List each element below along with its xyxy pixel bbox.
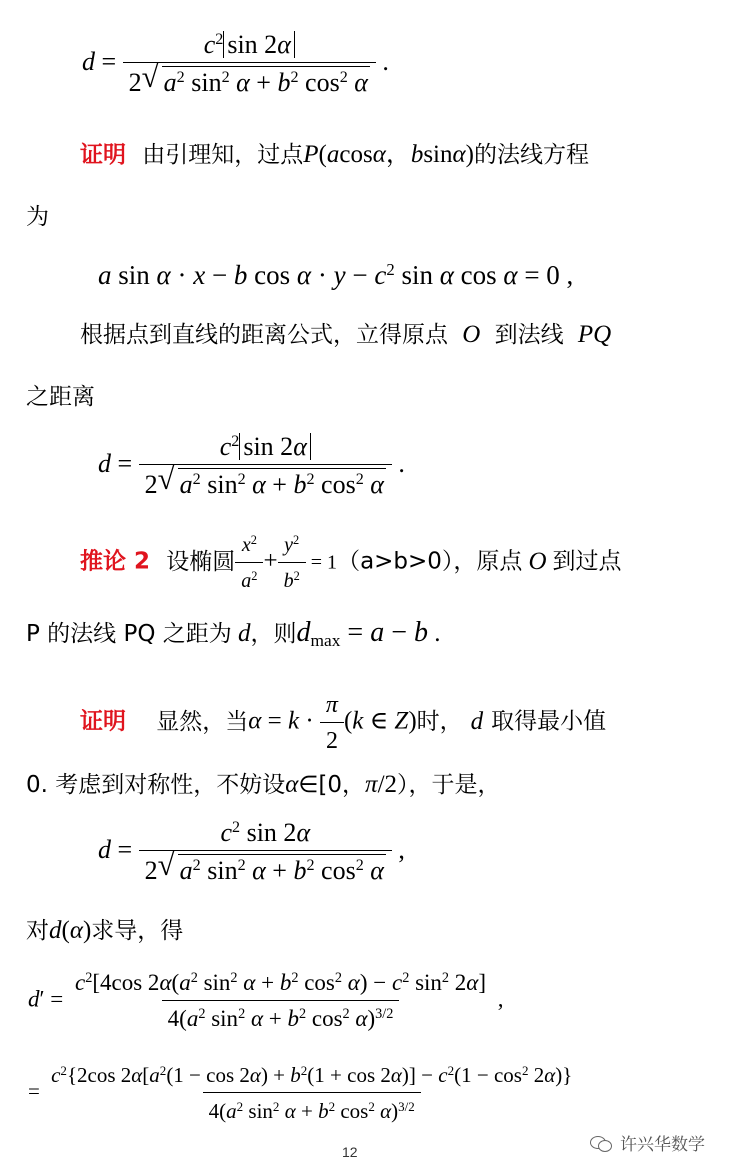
corollary-label: 推论 2 (80, 548, 151, 575)
derivative-formula-1: d′ = $\frac{c^2[4\cos 2\alpha(a^2 \sin^2 \alpha + b^2 \cos^2 \alpha) - c^2 \sin^2 2\alpha]}{4(a^2 \sin^2 \alpha + b^2 \cos^2 \alpha)^{3/2}}$ , (28, 968, 504, 1034)
distance-paragraph: 根据点到直线的距离公式，立得原点 O 到法线 PQ (80, 321, 612, 348)
derivative-intro: 对d(α)求导，得 (26, 917, 184, 944)
normal-line-equation: a sin α · x − b $\cos \alpha \cdot y - c^2$ sin α cos α = 0 , (98, 259, 574, 290)
watermark-text: 许兴华数学 (620, 1135, 705, 1155)
formula-d-2: d = $c^2$ sin 2α 2 √ $a^2$ $\sin^2 \alpha + b^2$ $\cos^2 \alpha$ . (98, 432, 405, 499)
wechat-icon (590, 1134, 614, 1152)
formula-d-3: d = $c^2$ sin 2α 2 √ $a^2$ $\sin^2 \alpha + b^2$ $\cos^2 \alpha$ , (98, 818, 405, 885)
proof-paragraph-1: 证明 由引理知，过点P(acosα，bsinα)的法线方程 (80, 141, 589, 168)
watermark (590, 1130, 705, 1155)
corollary-2-line2: P 的法线 PQ 之距为 d，则$d_{max} = a - b$ . (26, 617, 441, 651)
distance-paragraph-wrap: 之距离 (26, 384, 95, 410)
derivative-formula-2: = $c^2\{2\cos$ $2\alpha[a^2(1 - \cos 2\alpha) + b^2(1 + \cos 2\alpha)] - c^2(1 - \cos^2 2\alpha)$} $4(a^2$ $\sin^2 \alpha + b^2$ $\cos^2 \alpha)^{3/2}$ (28, 1060, 578, 1126)
page-number: 12 (342, 1144, 358, 1160)
proof-label: 证明 (80, 142, 126, 168)
proof-paragraph-2: 证明 显然，当α = k · $\frac{\pi}{2}$ (k ∈ Z)时， d 取得最小值 (80, 692, 607, 754)
proof-paragraph-2-line2: 0. 考虑到对称性，不妨设α∈[0，π/2），于是， (26, 771, 501, 798)
proof-paragraph-1-wrap: 为 (26, 204, 49, 230)
proof-label: 证明 (80, 708, 126, 735)
corollary-2: 推论 2 设椭圆 $\frac{x^2}{a^2}$ + $\frac{y^2}{b^2}$ = 1（a>b>0），原点 O 到过点 (80, 530, 622, 596)
formula-d-1: d = $c^2$ sin 2α 2 √ $a^2$ $\sin^2 \alpha + b^2$ $\cos^2 \alpha$ . (82, 30, 389, 97)
